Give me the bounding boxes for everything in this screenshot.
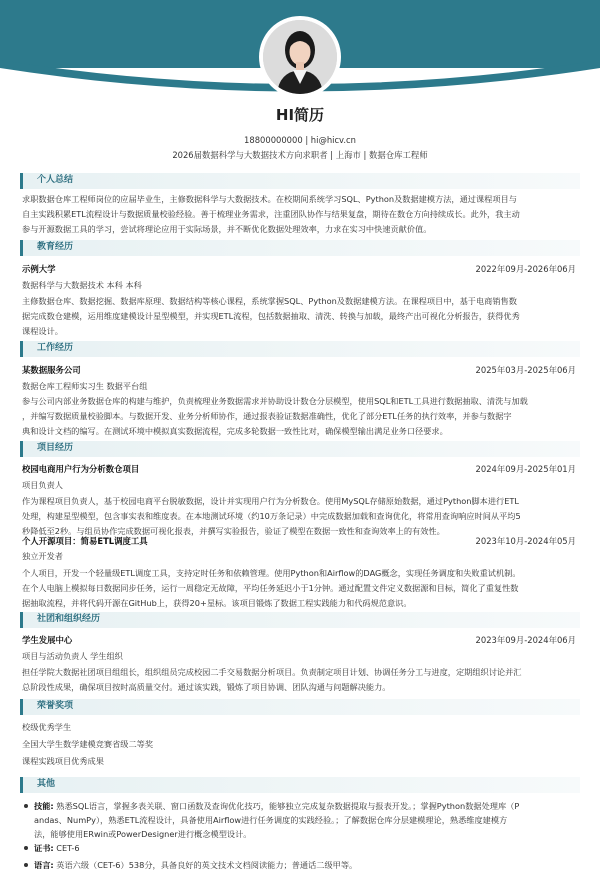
bullet-icon [24,846,28,850]
cert-item: 证书: CET-6 [34,841,578,855]
section-work-heading: 工作经历 [20,341,580,357]
contact-line: 18800000000 | hi@hicv.cn [244,135,356,145]
award-item: 校级优秀学生 [22,722,72,732]
bullet-icon [24,804,28,808]
education-entry-header [22,263,578,277]
summary-text: 求职数据仓库工程师岗位的应届毕业生，主修数据科学与大数据技术。在校期间系统学习SQL、Python及数据建模方法，通过课程项目与 自主实践积累ETL流程设计与数据质量校验经验。善于梳理业务需求，注重团队协作与结果复盘，期待在数仓方向持续成长。此外，我主动 参与开源数据工具的学习，尝试将理论应用于实际场景，并不断优化数据处理效率，力求在实习中快速贡献价值。 [22,194,520,234]
education-date: 2022年09月-2026年06月 [475,264,576,274]
work-entry-header [22,364,578,378]
campus-role: 项目与活动负责人 学生组织 [22,651,123,661]
avatar [263,20,337,94]
company-name: 某数据服务公司 [22,365,81,375]
project-2-header [22,535,578,549]
project-1-role: 项目负责人 [22,480,63,490]
resume-name: HI简历 [275,106,325,124]
project-1-date: 2024年09月-2025年01月 [475,464,576,474]
work-role: 数据仓库工程师实习生 数据平台组 [22,381,148,391]
project-1-description: 作为课程项目负责人，基于校园电商平台脱敏数据，设计并实现用户行为分析数仓。使用MySQL存储原始数据，通过Python脚本进行ETL 处理，构建星型模型，包含事实表和维度表。在本地测试环境（约10万条记录）中完成数据加载和查询优化，将常用查询响应时间从平均5 秒降低至2秒。与组员协作完成数据可视化报表，并撰写实验报告，验证了模型在数据一致性和查询效率上的有效性。 [22,496,521,536]
project-2-description: 个人项目，开发一个轻量级ETL调度工具，支持定时任务和依赖管理。使用Python和Airflow的DAG概念，实现任务调度和失败重试机制。 在个人电脑上模拟每日数据同步任务，运行一周稳定无故障，平均任务延迟小于1分钟。通过配置文件定义数据源和目标，简化了重复性数 据抽取流程，并将代码开源在GitHub上，获得20+星标。该项目锻炼了数据工程实践能力和代码规范意识。 [22,568,521,608]
project-2-date: 2023年10月-2024年05月 [475,536,576,546]
education-description: 主修数据仓库、数据挖掘、数据库原理、数据结构等核心课程，系统掌握SQL、Python及数据建模方法。在课程项目中，基于电商销售数 据完成数仓建模，运用维度建模设计星型模型，并实现ETL流程，包括数据抽取、清洗、转换与加载，最终产出可视化分析报告，获得优秀 课程设计。 [22,296,520,336]
work-description: 参与公司内部业务数据仓库的构建与维护，负责梳理业务数据需求并协助设计数仓分层模型，使用SQL和ETL工具进行数据抽取、清洗与加载 ，并编写数据质量校验脚本。与数据开发、业务分析师协作，通过报表验证数据准确性，优化了部分ETL任务的执行效率，并参与数据字 典和设计文档的编写。在测试环境中模拟真实数据流程，完成多轮数据一致性比对，确保模型输出满足业务口径要求。 [22,396,528,436]
language-item: 语言: 英语六级（CET-6）538分，具备良好的英文技术文档阅读能力；普通话二级甲等。 [34,858,578,872]
project-2-name: 个人开源项目：简易ETL调度工具 [22,536,148,546]
section-other-heading: 其他 [20,777,580,793]
objective-line: 2026届数据科学与大数据技术方向求职者 | 上海市 | 数据仓库工程师 [172,150,428,160]
project-1-name: 校园电商用户行为分析数仓项目 [22,464,140,474]
skills-item: 技能: 熟悉SQL语言，掌握多表关联、窗口函数及查询优化技巧，能够独立完成复杂数据提取与报表开发。；掌握Python数据处理库（P andas、NumPy），熟悉ETL流程设计，具备使用Airflow进行任务调度的实践经验。；了解数据仓库分层建模理论，熟悉维度建模方 法，能够使用ERwin或PowerDesigner进行概念模型设计。 [34,799,578,841]
bullet-icon [24,863,28,867]
campus-description: 担任学院大数据社团项目组组长，组织组员完成校园二手交易数据分析项目。负责制定项目计划、协调任务分工与进度，定期组织讨论并汇 总阶段性成果，确保项目按时高质量交付。通过该实践，锻炼了项目协调、团队沟通与问题解决能力。 [22,667,522,692]
school-name: 示例大学 [22,264,56,274]
project-1-header [22,463,578,477]
campus-date: 2023年09月-2024年06月 [475,635,576,645]
campus-entry-header [22,634,578,648]
project-2-role: 独立开发者 [22,551,63,561]
award-item: 全国大学生数学建模竞赛省级二等奖 [22,739,154,749]
education-degree: 数据科学与大数据技术 本科 本科 [22,280,142,290]
org-name: 学生发展中心 [22,635,73,645]
section-projects-heading: 项目经历 [20,441,580,457]
section-education-heading: 教育经历 [20,240,580,256]
section-awards-heading: 荣誉奖项 [20,699,580,715]
work-date: 2025年03月-2025年06月 [475,365,576,375]
section-campus-heading: 社团和组织经历 [20,612,580,628]
section-summary-heading: 个人总结 [20,173,580,189]
award-item: 课程实践项目优秀成果 [22,756,104,766]
